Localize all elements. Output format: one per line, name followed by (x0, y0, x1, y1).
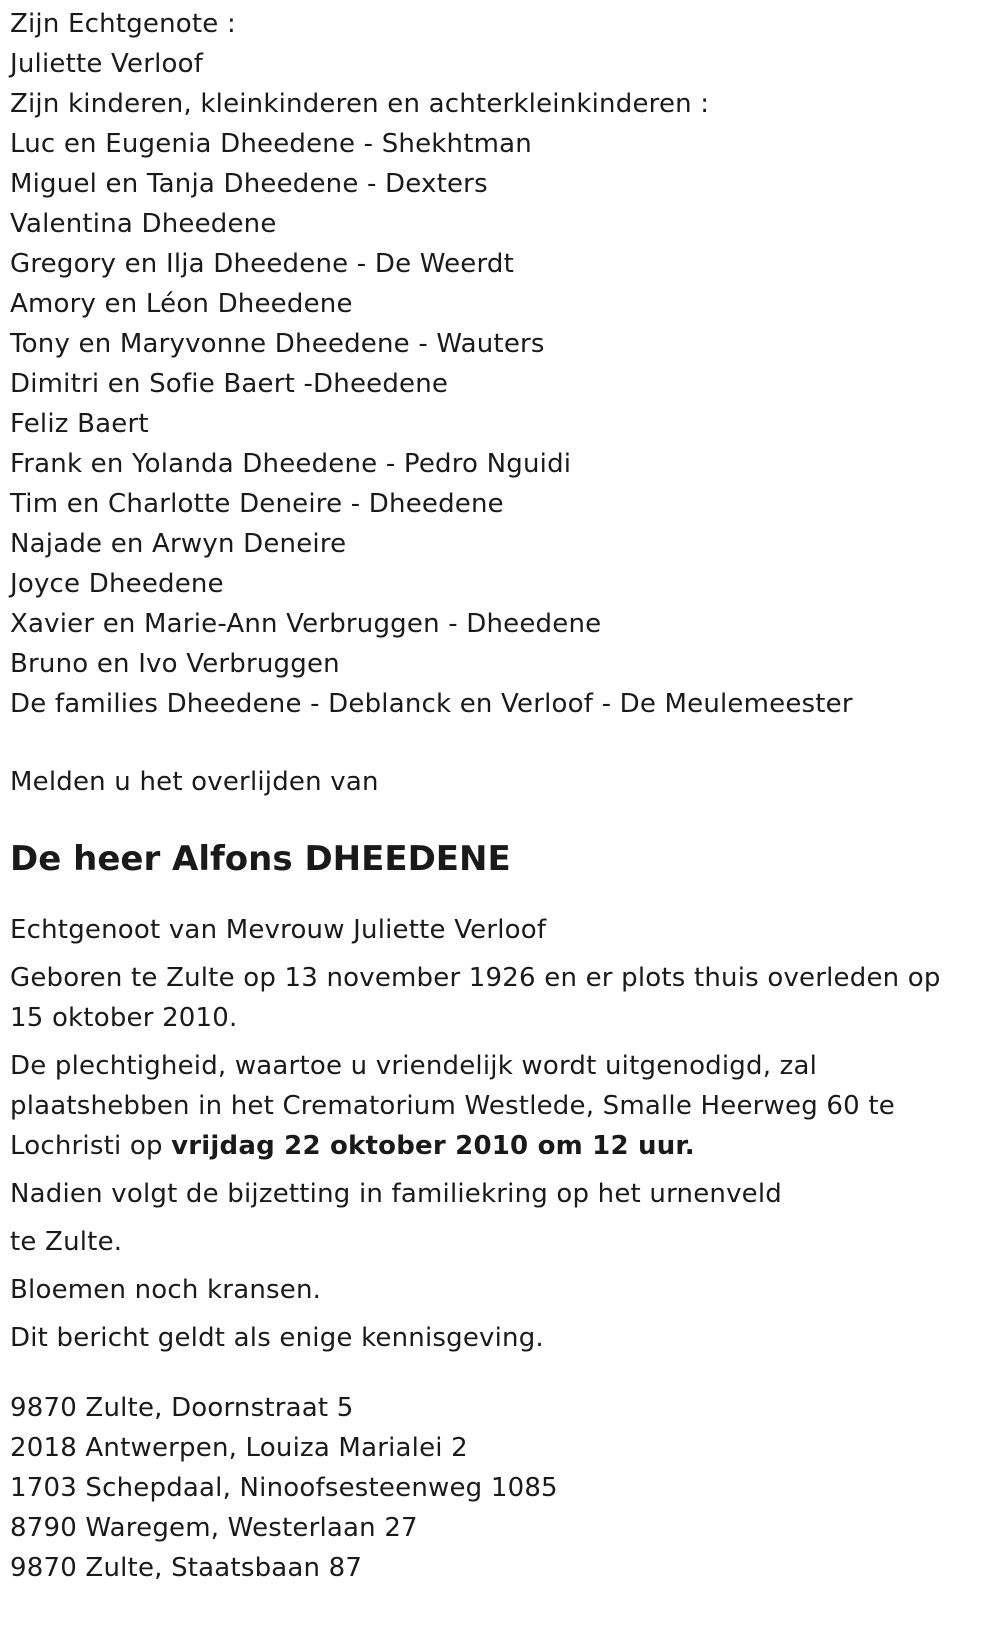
deceased-name: De heer Alfons DHEEDENE (10, 839, 511, 879)
ceremony-date: vrijdag 22 oktober 2010 om 12 uur. (171, 1131, 695, 1161)
family-member: Feliz Baert (10, 409, 149, 439)
interment-location: te Zulte. (10, 1227, 123, 1257)
children-heading: Zijn kinderen, kleinkinderen en achterkleinkinderen : (10, 89, 710, 119)
spacer (10, 724, 990, 762)
spouse-name: Juliette Verloof (10, 49, 204, 79)
flowers-text: Bloemen noch kransen. (10, 1275, 322, 1305)
address-line: 8790 Waregem, Westerlaan 27 (10, 1513, 418, 1543)
ceremony-text (10, 1046, 980, 1166)
family-member: Najade en Arwyn Deneire (10, 529, 347, 559)
spouse-line: Echtgenoot van Mevrouw Juliette Verloof (10, 915, 547, 945)
family-member: Gregory en Ilja Dheedene - De Weerdt (10, 249, 515, 279)
notice-text: Dit bericht geldt als enige kennisgeving. (10, 1323, 544, 1353)
family-member: Bruno en Ivo Verbruggen (10, 649, 340, 679)
family-member: Joyce Dheedene (10, 569, 224, 599)
address-line: 2018 Antwerpen, Louiza Marialei 2 (10, 1433, 468, 1463)
family-member: Tony en Maryvonne Dheedene - Wauters (10, 329, 545, 359)
ceremony-prefix: De plechtigheid, waartoe u vriendelijk wordt uitgenodigd, zal plaatshebben in het Crematorium Westlede, Smalle Heerweg 60 te Lochristi op (10, 1051, 895, 1161)
address-line: 9870 Zulte, Staatsbaan 87 (10, 1553, 363, 1583)
details-section (10, 910, 990, 1358)
address-line: 9870 Zulte, Doornstraat 5 (10, 1393, 354, 1423)
address-line: 1703 Schepdaal, Ninoofsesteenweg 1085 (10, 1473, 558, 1503)
interment-text: Nadien volgt de bijzetting in familiekring op het urnenveld (10, 1179, 782, 1209)
family-member: Frank en Yolanda Dheedene - Pedro Nguidi (10, 449, 572, 479)
family-member: Tim en Charlotte Deneire - Dheedene (10, 489, 504, 519)
family-member: Amory en Léon Dheedene (10, 289, 353, 319)
address-list (10, 1388, 990, 1588)
family-list (10, 4, 990, 724)
birth-death-text: Geboren te Zulte op 13 november 1926 en er plots thuis overleden op 15 oktober 2010. (10, 963, 941, 1033)
spouse-heading: Zijn Echtgenote : (10, 9, 236, 39)
family-member: Xavier en Marie-Ann Verbruggen - Dheedene (10, 609, 602, 639)
family-member: Luc en Eugenia Dheedene - Shekhtman (10, 129, 532, 159)
family-member: Valentina Dheedene (10, 209, 277, 239)
announcement-text: Melden u het overlijden van (10, 767, 379, 797)
obituary-page (10, 0, 990, 1588)
family-member: Dimitri en Sofie Baert -Dheedene (10, 369, 449, 399)
family-member: De families Dheedene - Deblanck en Verloof - De Meulemeester (10, 689, 853, 719)
family-member: Miguel en Tanja Dheedene - Dexters (10, 169, 488, 199)
